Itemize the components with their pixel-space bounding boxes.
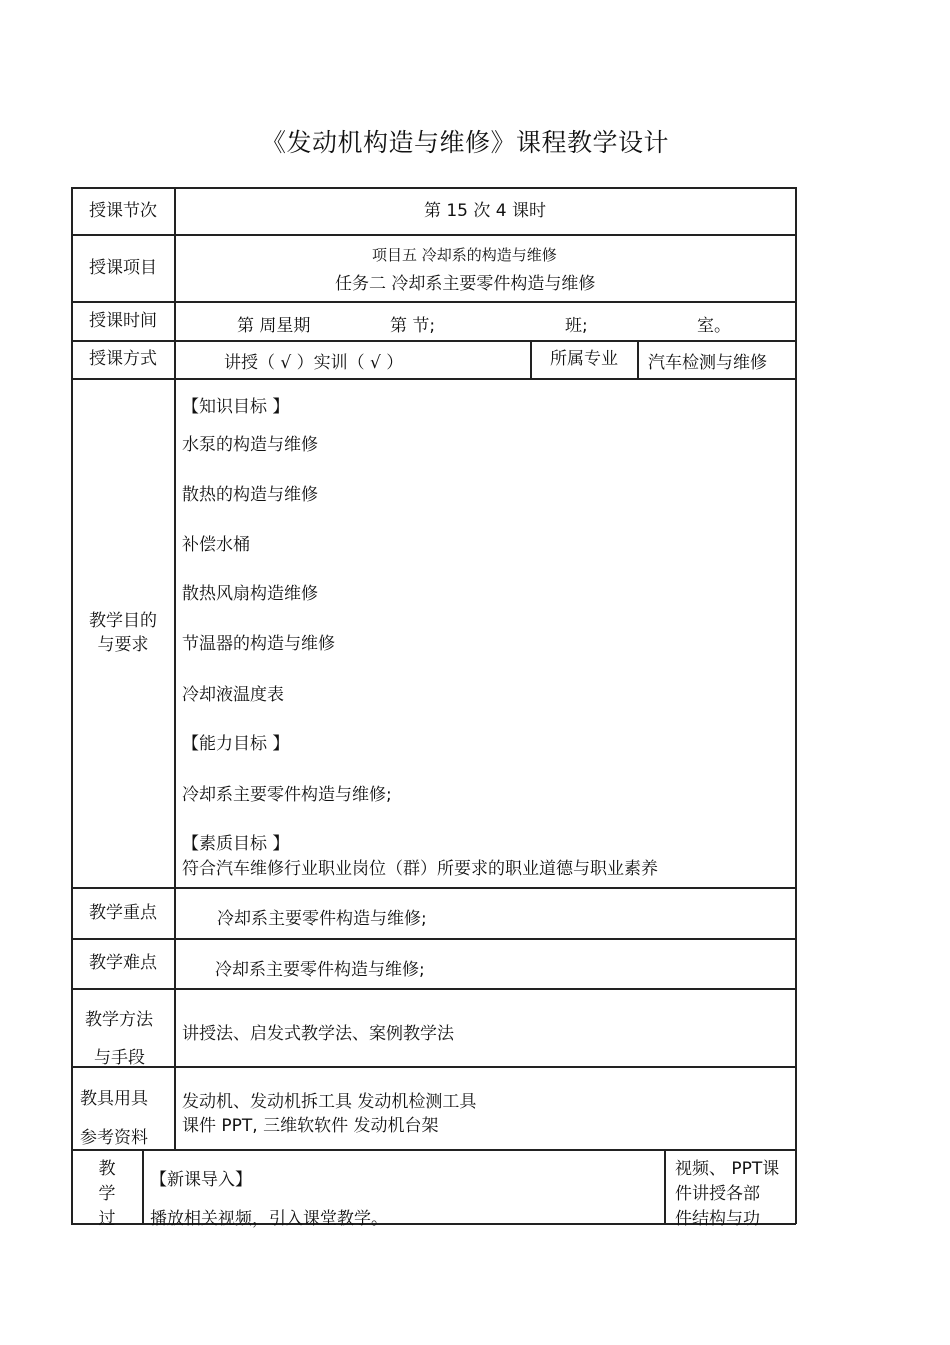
- knowledge-item: 散热风扇构造维修: [182, 584, 318, 604]
- process-content: 播放相关视频，引入课堂教学。: [150, 1209, 388, 1229]
- session-value: 第 15 次 4 课时: [423, 200, 547, 221]
- quality-item: 符合汽车维修行业职业岗位（群）所要求的职业道德与职业素养: [182, 859, 658, 879]
- ability-header: 【能力目标 】: [182, 734, 290, 754]
- row-divider: [71, 887, 796, 889]
- quality-header: 【素质目标 】: [182, 834, 290, 854]
- row-divider: [71, 234, 796, 236]
- task-line: 任务二 冷却系主要零件构造与维修: [335, 274, 596, 294]
- time-section: 第 节;: [390, 316, 436, 336]
- methods-value: 讲授法、启发式教学法、案例教学法: [182, 1024, 454, 1044]
- time-label: 授课时间: [89, 310, 157, 331]
- objectives-label: [72, 379, 174, 887]
- process-header: 【新课导入】: [150, 1170, 252, 1190]
- knowledge-header: 【知识目标 】: [182, 397, 290, 417]
- process-note-divider: [664, 1149, 666, 1224]
- difficulties-label: 教学难点: [89, 953, 157, 974]
- methods-label-line2: 与手段: [94, 1048, 145, 1068]
- process-note-line: 视频、 PPT课: [675, 1159, 780, 1179]
- session-label: 授课节次: [89, 200, 157, 221]
- project-label: 授课项目: [89, 257, 157, 278]
- objectives-label-line1: 教学目的: [89, 610, 157, 631]
- knowledge-item: 散热的构造与维修: [182, 485, 318, 505]
- table-border-right: [795, 187, 797, 1224]
- row-divider: [71, 988, 796, 990]
- objectives-label-line2: 与要求: [97, 635, 149, 655]
- tools-line1: 发动机、发动机拆工具 发动机检测工具: [182, 1092, 477, 1112]
- major-value: 汽车检测与维修: [648, 353, 767, 373]
- process-label-divider: [142, 1149, 144, 1224]
- major-divider: [637, 340, 639, 379]
- key-points-label: 教学重点: [89, 902, 157, 923]
- process-label-char: 过: [98, 1209, 116, 1229]
- tools-line2: 课件 PPT, 三维软软件 发动机台架: [182, 1116, 439, 1136]
- key-points-value: 冷却系主要零件构造与维修;: [217, 909, 427, 929]
- methods-label-line1: 教学方法: [85, 1010, 153, 1030]
- method-label: 授课方式: [89, 349, 157, 370]
- process-note-line: 件讲授各部: [675, 1184, 760, 1204]
- project-line: 项目五 冷却系的构造与维修: [372, 246, 557, 264]
- major-label: 所属专业: [550, 349, 618, 370]
- row-divider: [71, 938, 796, 940]
- row-divider: [71, 378, 796, 380]
- knowledge-item: 补偿水桶: [182, 535, 250, 555]
- time-class: 班;: [565, 316, 588, 336]
- process-label-char: 教: [98, 1159, 116, 1179]
- document-title: 《发动机构造与维修》课程教学设计: [260, 128, 669, 157]
- time-week: 第 周星期: [237, 316, 311, 336]
- method-value: 讲授（ √ ）实训（ √ ）: [224, 353, 404, 373]
- row-divider: [71, 301, 796, 303]
- difficulties-value: 冷却系主要零件构造与维修;: [215, 960, 425, 980]
- knowledge-item: 节温器的构造与维修: [182, 634, 335, 654]
- ability-item: 冷却系主要零件构造与维修;: [182, 785, 392, 805]
- tools-label-line1: 教具用具: [80, 1089, 148, 1109]
- row-divider: [71, 340, 796, 342]
- knowledge-item: 冷却液温度表: [182, 685, 284, 705]
- label-column-divider: [174, 187, 176, 1150]
- row-divider: [71, 1066, 796, 1068]
- time-room: 室。: [697, 316, 731, 336]
- tools-label-line2: 参考资料: [80, 1128, 148, 1148]
- process-label-char: 学: [98, 1184, 116, 1204]
- process-note-line: 件结构与功: [675, 1209, 760, 1229]
- row-divider: [71, 1149, 796, 1151]
- knowledge-item: 水泵的构造与维修: [182, 435, 318, 455]
